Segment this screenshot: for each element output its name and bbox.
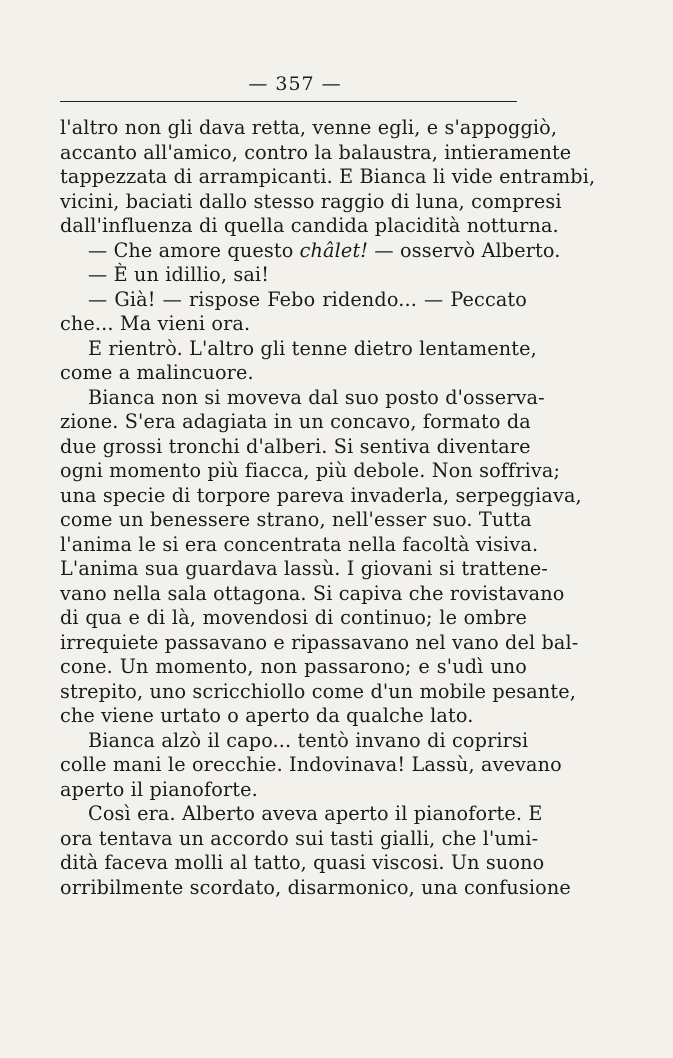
- text-line: accanto all'amico, contro la balaustra, intieramente: [60, 140, 572, 164]
- dialogue-text: — osservò Alberto.: [374, 238, 561, 262]
- text-line: zione. S'era adagiata in un concavo, formato da: [60, 410, 531, 433]
- text-line: che viene urtato o aperto da qualche lato.: [60, 704, 474, 727]
- text-line: vicini, baciati dallo stesso raggio di luna, compresi: [60, 189, 562, 213]
- text-line: dall'influenza di quella candida placidità notturna.: [60, 214, 559, 237]
- text-line: Così era. Alberto aveva aperto il pianoforte. E: [88, 802, 543, 825]
- text-line: l'altro non gli dava retta, venne egli, e s'appoggiò,: [60, 116, 558, 139]
- text-line: Bianca alzò il capo... tentò invano di coprirsi: [88, 728, 529, 752]
- text-line: L'anima sua guardava lassù. I giovani si trattene-: [60, 557, 549, 580]
- text-line: — Già! — rispose Febo ridendo... — Peccato: [88, 287, 527, 311]
- dialogue-text: — Che amore questo: [88, 238, 294, 262]
- text-line: — È un idillio, sai!: [88, 263, 270, 286]
- text-line: l'anima le si era concentrata nella facoltà visiva.: [60, 532, 539, 556]
- italic-word: châlet!: [299, 238, 369, 262]
- text-line: vano nella sala ottagona. Si capiva che rovistavano: [60, 581, 565, 605]
- text-line: come un benessere strano, nell'esser suo. Tutta: [60, 508, 532, 531]
- text-line: strepito, uno scricchiollo come d'un mobile pesante,: [60, 679, 577, 703]
- text-line: tappezzata di arrampicanti. E Bianca li vide entrambi,: [60, 165, 596, 188]
- header-rule: [60, 101, 517, 102]
- text-line: dità faceva molli al tatto, quasi viscosi. Un suono: [60, 851, 545, 874]
- text-line: che... Ma vieni ora.: [60, 312, 251, 335]
- text-line: ogni momento più fiacca, più debole. Non soffriva;: [60, 459, 561, 482]
- text-line: aperto il pianoforte.: [60, 777, 258, 801]
- text-line: Bianca non si moveva dal suo posto d'osserva-: [88, 385, 545, 409]
- text-line: irrequiete passavano e ripassavano nel vano del bal-: [60, 630, 579, 654]
- text-line: di qua e di là, movendosi di continuo; le ombre: [60, 606, 527, 629]
- text-line: una specie di torpore pareva invaderla, serpeggiava,: [60, 483, 582, 507]
- text-line: due grossi tronchi d'alberi. Si sentiva diventare: [60, 434, 531, 458]
- text-line: E rientrò. L'altro gli tenne dietro lentamente,: [88, 336, 537, 360]
- text-line: ora tentava un accordo sui tasti gialli, che l'umi-: [60, 826, 539, 850]
- text-line: cone. Un momento, non passarono; e s'udì uno: [60, 655, 527, 678]
- page-number: — 357 —: [248, 73, 342, 95]
- body-text: [60, 116, 596, 900]
- text-line: orribilmente scordato, disarmonico, una confusione: [60, 875, 571, 899]
- text-line: colle mani le orecchie. Indovinava! Lassù, avevano: [60, 753, 562, 776]
- text-line: come a malincuore.: [60, 361, 254, 384]
- text-line: [60, 238, 561, 264]
